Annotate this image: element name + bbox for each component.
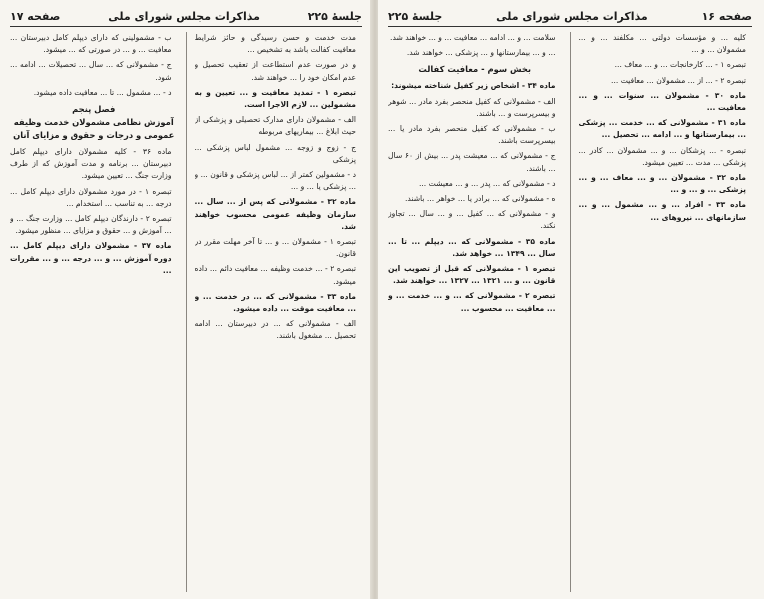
right-page-number: صفحه ۱۶ [701, 10, 752, 23]
paragraph: الف - مشمولان دارای مدارک تحصیلی و پزشکی از حیث ابلاغ ... بیماریهای مربوطه [194, 115, 356, 137]
chapter-subtitle: آموزش نظامی مشمولان خدمت وظیفه عمومی و درجات و حقوق و مزایای آنان [13, 117, 175, 141]
paragraph: ماده ۳۰ - مشمولان ... سنوات ... و ... معافیت ... [578, 90, 746, 113]
paragraph: الف - مشمولانی که ... در دبیرستان ... ادامه تحصیل ... مشغول باشند. [194, 319, 356, 341]
paragraph: ج - مشمولانی که ... سال ... تحصیلات ... ادامه ... شود. [10, 60, 172, 82]
paragraph: ماده ۳۱ - مشمولانی که ... خدمت ... پزشکی ... بیمارستانها و ... ادامه ... تحصیل ... [578, 118, 747, 140]
right-session-number: جلسهٔ ۲۲۵ [388, 10, 443, 23]
paragraph: د - ... مشمول ... تا ... معافیت داده میشود. [33, 87, 172, 97]
paragraph: ماده ۳۲ - مشمولانی که پس از ... سال ... سازمان وظیفه عمومی محسوب خواهند شد. [194, 197, 357, 231]
left-session-number: جلسهٔ ۲۲۵ [307, 10, 362, 23]
paragraph: ب - مشمولانی که کفیل منحصر بفرد مادر یا ... بیسرپرست باشند. [388, 124, 556, 146]
paragraph: د - مشمولین کمتر از ... لباس پزشکی و قانون ... و ... پزشکی یا ... و ... [194, 170, 356, 192]
paragraph: ماده ۳۲ - مشمولان ... و ... معاف ... و ... پزشکی ... و ... و ... [578, 173, 746, 195]
right-page-left-column [388, 32, 562, 592]
paragraph: د - مشمولانی که ... پدر ... و ... معیشت ... [418, 178, 556, 188]
right-page [378, 0, 764, 599]
left-page-number: صفحه ۱۷ [10, 10, 61, 23]
paragraph: ج - مشمولانی که ... معیشت پدر ... بیش از ۶۰ سال ... باشند. [388, 151, 556, 173]
paragraph: سلامت ... و ... ادامه ... معافیت ... و ... خواهند شد. [390, 33, 556, 42]
right-page-header [388, 10, 752, 27]
paragraph: مدت خدمت و حسن رسیدگی و حائز شرایط معافیت کفالت باشد به تشخیص ... [194, 33, 356, 55]
paragraph: تبصره ۱ - مشمولان ... و ... تا آخر مهلت مقرر در قانون. [194, 237, 356, 259]
paragraph: تبصره ۱ - ... کارخانجات ... و ... معاف ... [614, 60, 746, 70]
paragraph: تبصره ۲ - ... از ... مشمولان ... معافیت ... [611, 75, 746, 85]
chapter-title: فصل پنجم [72, 104, 116, 115]
paragraph: و - مشمولانی که ... کفیل ... و ... سال ... تجاوز نکند. [388, 209, 556, 231]
section-heading: بخش سوم - معافیت کفالت [418, 64, 532, 75]
paragraph: ماده ۳۶ - کلیه مشمولان دارای دیپلم کامل دبیرستان ... برنامه و مدت آموزش که از طرف وزارت جنگ ... تعیین میشود. [10, 147, 172, 181]
right-page-right-column [579, 32, 753, 592]
paragraph: ماده ۳۵ - مشمولانی که ... دیپلم ... تا ... سال ... ۱۳۴۹ ... خواهد شد. [388, 236, 556, 258]
paragraph: تبصره ۱ - تمدید معافیت و ... تعیین و به مشمولین ... لازم الاجرا است. [194, 87, 356, 110]
paragraph: ماده ۳۳ - افراد ... و ... مشمول ... و ... سازمانهای ... نیروهای ... [578, 200, 747, 222]
paragraph: تبصره ۲ - دارندگان دیپلم کامل ... وزارت جنگ ... و ... آموزش و ... حقوق و مزایای ... منظور میشود. [10, 214, 172, 236]
column-divider [186, 32, 187, 592]
paragraph: تبصره - ... پزشکان ... و ... مشمولان ... کادر ... پزشکی ... مدت ... تعیین میشود. [578, 145, 746, 167]
left-running-title: مذاکرات مجلس شورای ملی [108, 10, 260, 23]
left-page-right-column [195, 32, 363, 592]
paragraph: تبصره ۲ - ... خدمت وظیفه ... معافیت دائم ... داده میشود. [194, 264, 356, 286]
paragraph: ب - مشمولینی که دارای دیپلم کامل دبیرستان ... معافیت ... و ... در صورتی که ... میشود. [10, 33, 172, 55]
left-page-header [10, 10, 362, 27]
paragraph: کلیه ... و مؤسسات دولتی ... مکلفند ... و ... مشمولان ... و ... [578, 33, 746, 55]
paragraph: ماده ۳۷ - مشمولان دارای دیپلم کامل ... دوره آموزش ... و ... درجه ... و ... مقررات ... [10, 241, 172, 275]
paragraph: ماده ۳۳ - مشمولانی که ... در خدمت ... و ... معافیت موقت ... داده میشود. [194, 291, 356, 314]
right-running-title: مذاکرات مجلس شورای ملی [496, 10, 648, 23]
column-divider [570, 32, 571, 592]
paragraph: و در صورت عدم استطاعت از تعقیب تحصیل و عدم امکان خود را ... خواهند شد. [194, 60, 356, 82]
paragraph: تبصره ۲ - مشمولانی که ... و ... خدمت ... و ... معافیت ... محسوب ... [388, 291, 556, 313]
paragraph: ج - زوج و زوجه ... مشمول لباس پزشکی ... پزشکی [194, 142, 356, 164]
left-page [0, 0, 372, 599]
paragraph: ماده ۳۴ - اشخاص زیر کفیل شناخته میشوند: [391, 81, 556, 91]
left-page-left-column [10, 32, 178, 592]
paragraph: تبصره ۱ - مشمولانی که قبل از تصویب این قانون ... و ... ۱۳۲۱ ... ۱۳۲۷ ... خواهند شد. [388, 264, 556, 286]
paragraph: تبصره ۱ - در مورد مشمولان دارای دیپلم کامل ... درجه ... به تناسب ... استخدام ... [10, 186, 172, 208]
paragraph: الف - مشمولانی که کفیل منحصر بفرد مادر ... شوهر و بیسرپرست و ... باشند. [388, 96, 556, 118]
chapter-heading [10, 103, 178, 142]
paragraph: ... و ... بیمارستانها و ... پزشکی ... خواهند شد. [406, 48, 556, 58]
paragraph: ه - مشمولانی که ... برادر یا ... خواهر ... باشند. [405, 194, 556, 204]
